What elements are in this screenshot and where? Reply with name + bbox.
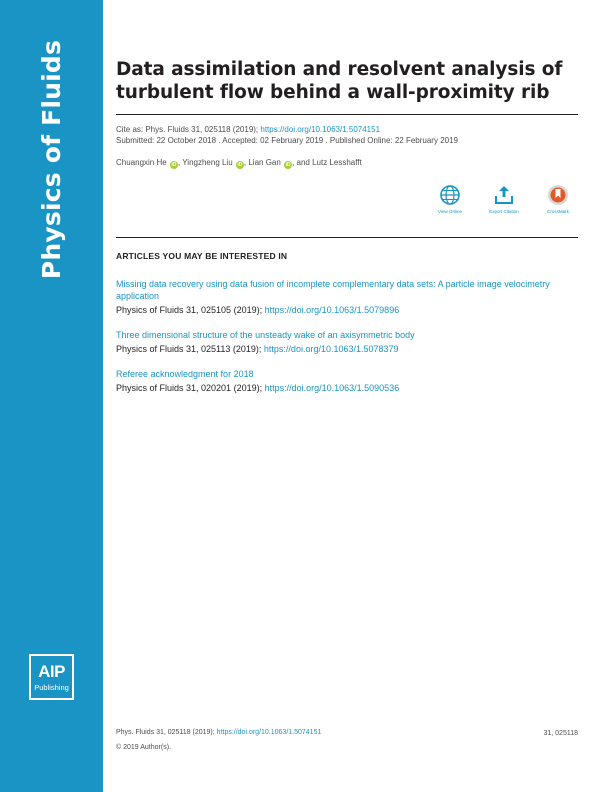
journal-name: Physics of Fluids — [37, 39, 67, 280]
related-article — [116, 278, 578, 316]
history-dates: Submitted: 22 October 2018 . Accepted: 02 February 2019 . Published Online: 22 February 2019 — [116, 136, 458, 145]
footer-page-number: 31, 025118 — [543, 730, 578, 737]
cite-as-line — [116, 125, 380, 135]
article-title — [116, 58, 578, 104]
related-article-title-link[interactable]: Referee acknowledgment for 2018 — [116, 369, 254, 379]
related-article-doi-link[interactable]: https://doi.org/10.1063/1.5079896 — [264, 305, 400, 315]
orcid-icon[interactable]: iD — [171, 162, 177, 168]
author-separator: , — [243, 158, 249, 167]
view-online-button[interactable] — [430, 184, 470, 214]
article-title-line-1: Data assimilation and resolvent analysis of — [116, 59, 563, 80]
footer-cite-text: Phys. Fluids 31, 025118 (2019); — [116, 729, 217, 736]
author-separator: , — [177, 158, 183, 167]
related-article-doi-link[interactable]: https://doi.org/10.1063/1.5090536 — [264, 383, 400, 393]
author-list — [116, 158, 362, 169]
related-article-title-link[interactable]: Three dimensional structure of the unsteady wake of an axisymmetric body — [116, 330, 415, 340]
related-article — [116, 329, 578, 355]
globe-icon — [439, 184, 461, 206]
logo-aip-text: AIP — [38, 662, 65, 681]
footer-copyright: © 2019 Author(s). — [116, 744, 171, 751]
related-article-citation — [116, 382, 578, 394]
footer-doi-link[interactable]: https://doi.org/10.1063/1.5074151 — [216, 729, 322, 736]
crossmark-icon — [547, 184, 569, 206]
author-name[interactable]: Chuangxin He — [116, 158, 167, 167]
related-article-cite-text: Physics of Fluids 31, 020201 (2019); — [116, 383, 265, 393]
related-article-cite-text: Physics of Fluids 31, 025105 (2019); — [116, 305, 265, 315]
view-online-label: View Online — [438, 209, 462, 214]
crossmark-label: CrossMark — [547, 209, 569, 214]
title-divider — [116, 114, 578, 115]
related-article-doi-link[interactable]: https://doi.org/10.1063/1.5078379 — [263, 344, 399, 354]
author-name[interactable]: Lutz Lesshafft — [312, 158, 362, 167]
related-article-citation — [116, 343, 578, 355]
export-citation-label: Export Citation — [489, 209, 519, 214]
related-article-citation — [116, 304, 578, 316]
journal-name-vertical — [32, 39, 72, 280]
orcid-icon[interactable]: iD — [237, 162, 243, 168]
related-article-title-link[interactable]: Missing data recovery using data fusion of incomplete complementary data sets: A particle image velocimetry application — [116, 279, 550, 301]
related-divider — [116, 237, 578, 238]
related-article — [116, 368, 578, 394]
logo-publishing-text: Publishing — [34, 683, 69, 692]
footer-citation — [116, 729, 321, 736]
crossmark-button[interactable] — [538, 184, 578, 214]
related-article-cite-text: Physics of Fluids 31, 025113 (2019); — [116, 344, 264, 354]
author-name[interactable]: Lian Gan — [248, 158, 281, 167]
export-icon — [493, 184, 515, 206]
cite-as-label: Cite as: Phys. Fluids 31, 025118 (2019); — [116, 125, 261, 134]
related-articles-heading: ARTICLES YOU MAY BE INTERESTED IN — [116, 251, 288, 261]
orcid-icon[interactable]: iD — [285, 162, 291, 168]
export-citation-button[interactable] — [484, 184, 524, 214]
author-name[interactable]: Yingzheng Liu — [182, 158, 233, 167]
author-separator: , and — [292, 158, 313, 167]
aip-publishing-logo[interactable] — [29, 654, 74, 700]
article-doi-link[interactable]: https://doi.org/10.1063/1.5074151 — [260, 125, 381, 134]
journal-sidebar — [0, 0, 103, 792]
article-title-line-2: turbulent flow behind a wall-proximity rib — [116, 82, 550, 103]
